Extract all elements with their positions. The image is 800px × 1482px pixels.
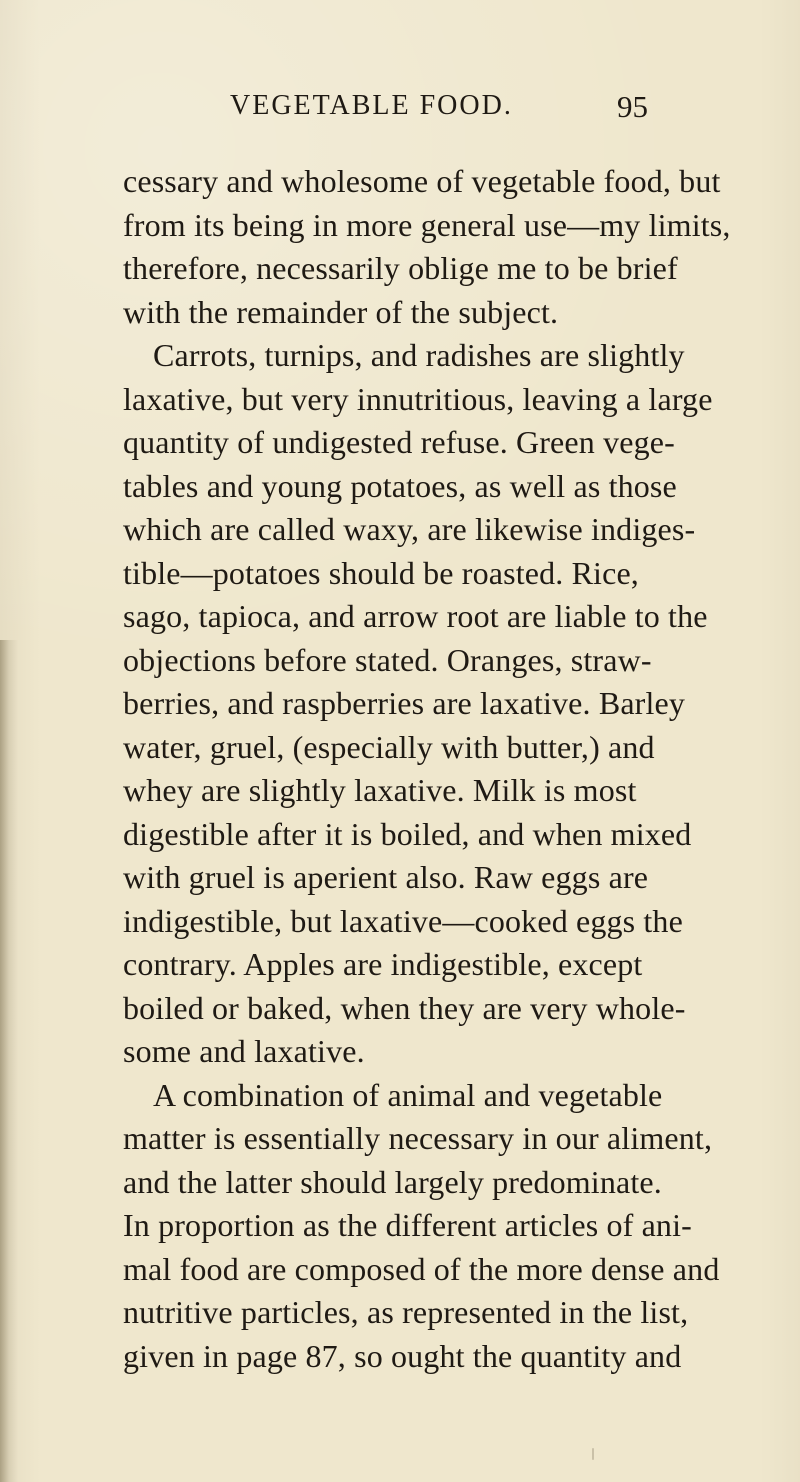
page-edge-shadow [0, 640, 18, 1482]
text-line: some and laxative. [123, 1033, 365, 1069]
text-line: with the remainder of the subject. [123, 293, 559, 330]
text-line: In proportion as the different articles of ani- [123, 1207, 692, 1243]
text-line: and the latter should largely predominate. [123, 1163, 662, 1200]
page-header [230, 89, 660, 136]
text-line: contrary. Apples are indigestible, except [123, 946, 643, 982]
text-line: whey are slightly laxative. Milk is most [123, 772, 637, 808]
running-head: VEGETABLE FOOD. [230, 90, 513, 121]
text-line: nutritive particles, as represented in the list, [123, 1294, 689, 1330]
text-line: indigestible, but laxative—cooked eggs the [123, 902, 683, 939]
text-line: sago, tapioca, and arrow root are liable to the [123, 598, 708, 634]
text-line: mal food are composed of the more dense and [123, 1250, 720, 1287]
text-line: therefore, necessarily oblige me to be brief [123, 250, 678, 286]
text-line: digestible after it is boiled, and when mixed [123, 815, 692, 852]
text-line: Carrots, turnips, and radishes are slightly [153, 337, 685, 373]
text-line: tible—potatoes should be roasted. Rice, [123, 554, 639, 591]
text-line: with gruel is aperient also. Raw eggs are [123, 859, 649, 895]
text-line: cessary and wholesome of vegetable food, but [123, 163, 721, 199]
text-line: tables and young potatoes, as well as those [123, 467, 677, 504]
text-line: water, gruel, (especially with butter,) and [123, 728, 655, 765]
page-number: 95 [617, 89, 648, 124]
text-line: matter is essentially necessary in our aliment, [123, 1120, 713, 1156]
text-line: A combination of animal and vegetable [153, 1076, 663, 1113]
text-line: objections before stated. Oranges, straw- [123, 641, 652, 678]
text-line: which are called waxy, are likewise indiges- [123, 511, 696, 547]
text-line: from its being in more general use—my limits, [123, 206, 731, 243]
text-line: laxative, but very innutritious, leaving a large [123, 380, 713, 417]
text-line: given in page 87, so ought the quantity and [123, 1337, 682, 1374]
text-line: quantity of undigested refuse. Green vege- [123, 424, 675, 460]
paper-speck [592, 1448, 594, 1460]
body-text [123, 160, 733, 1378]
text-line: berries, and raspberries are laxative. Barley [123, 685, 686, 721]
text-line: boiled or baked, when they are very whole- [123, 989, 686, 1026]
